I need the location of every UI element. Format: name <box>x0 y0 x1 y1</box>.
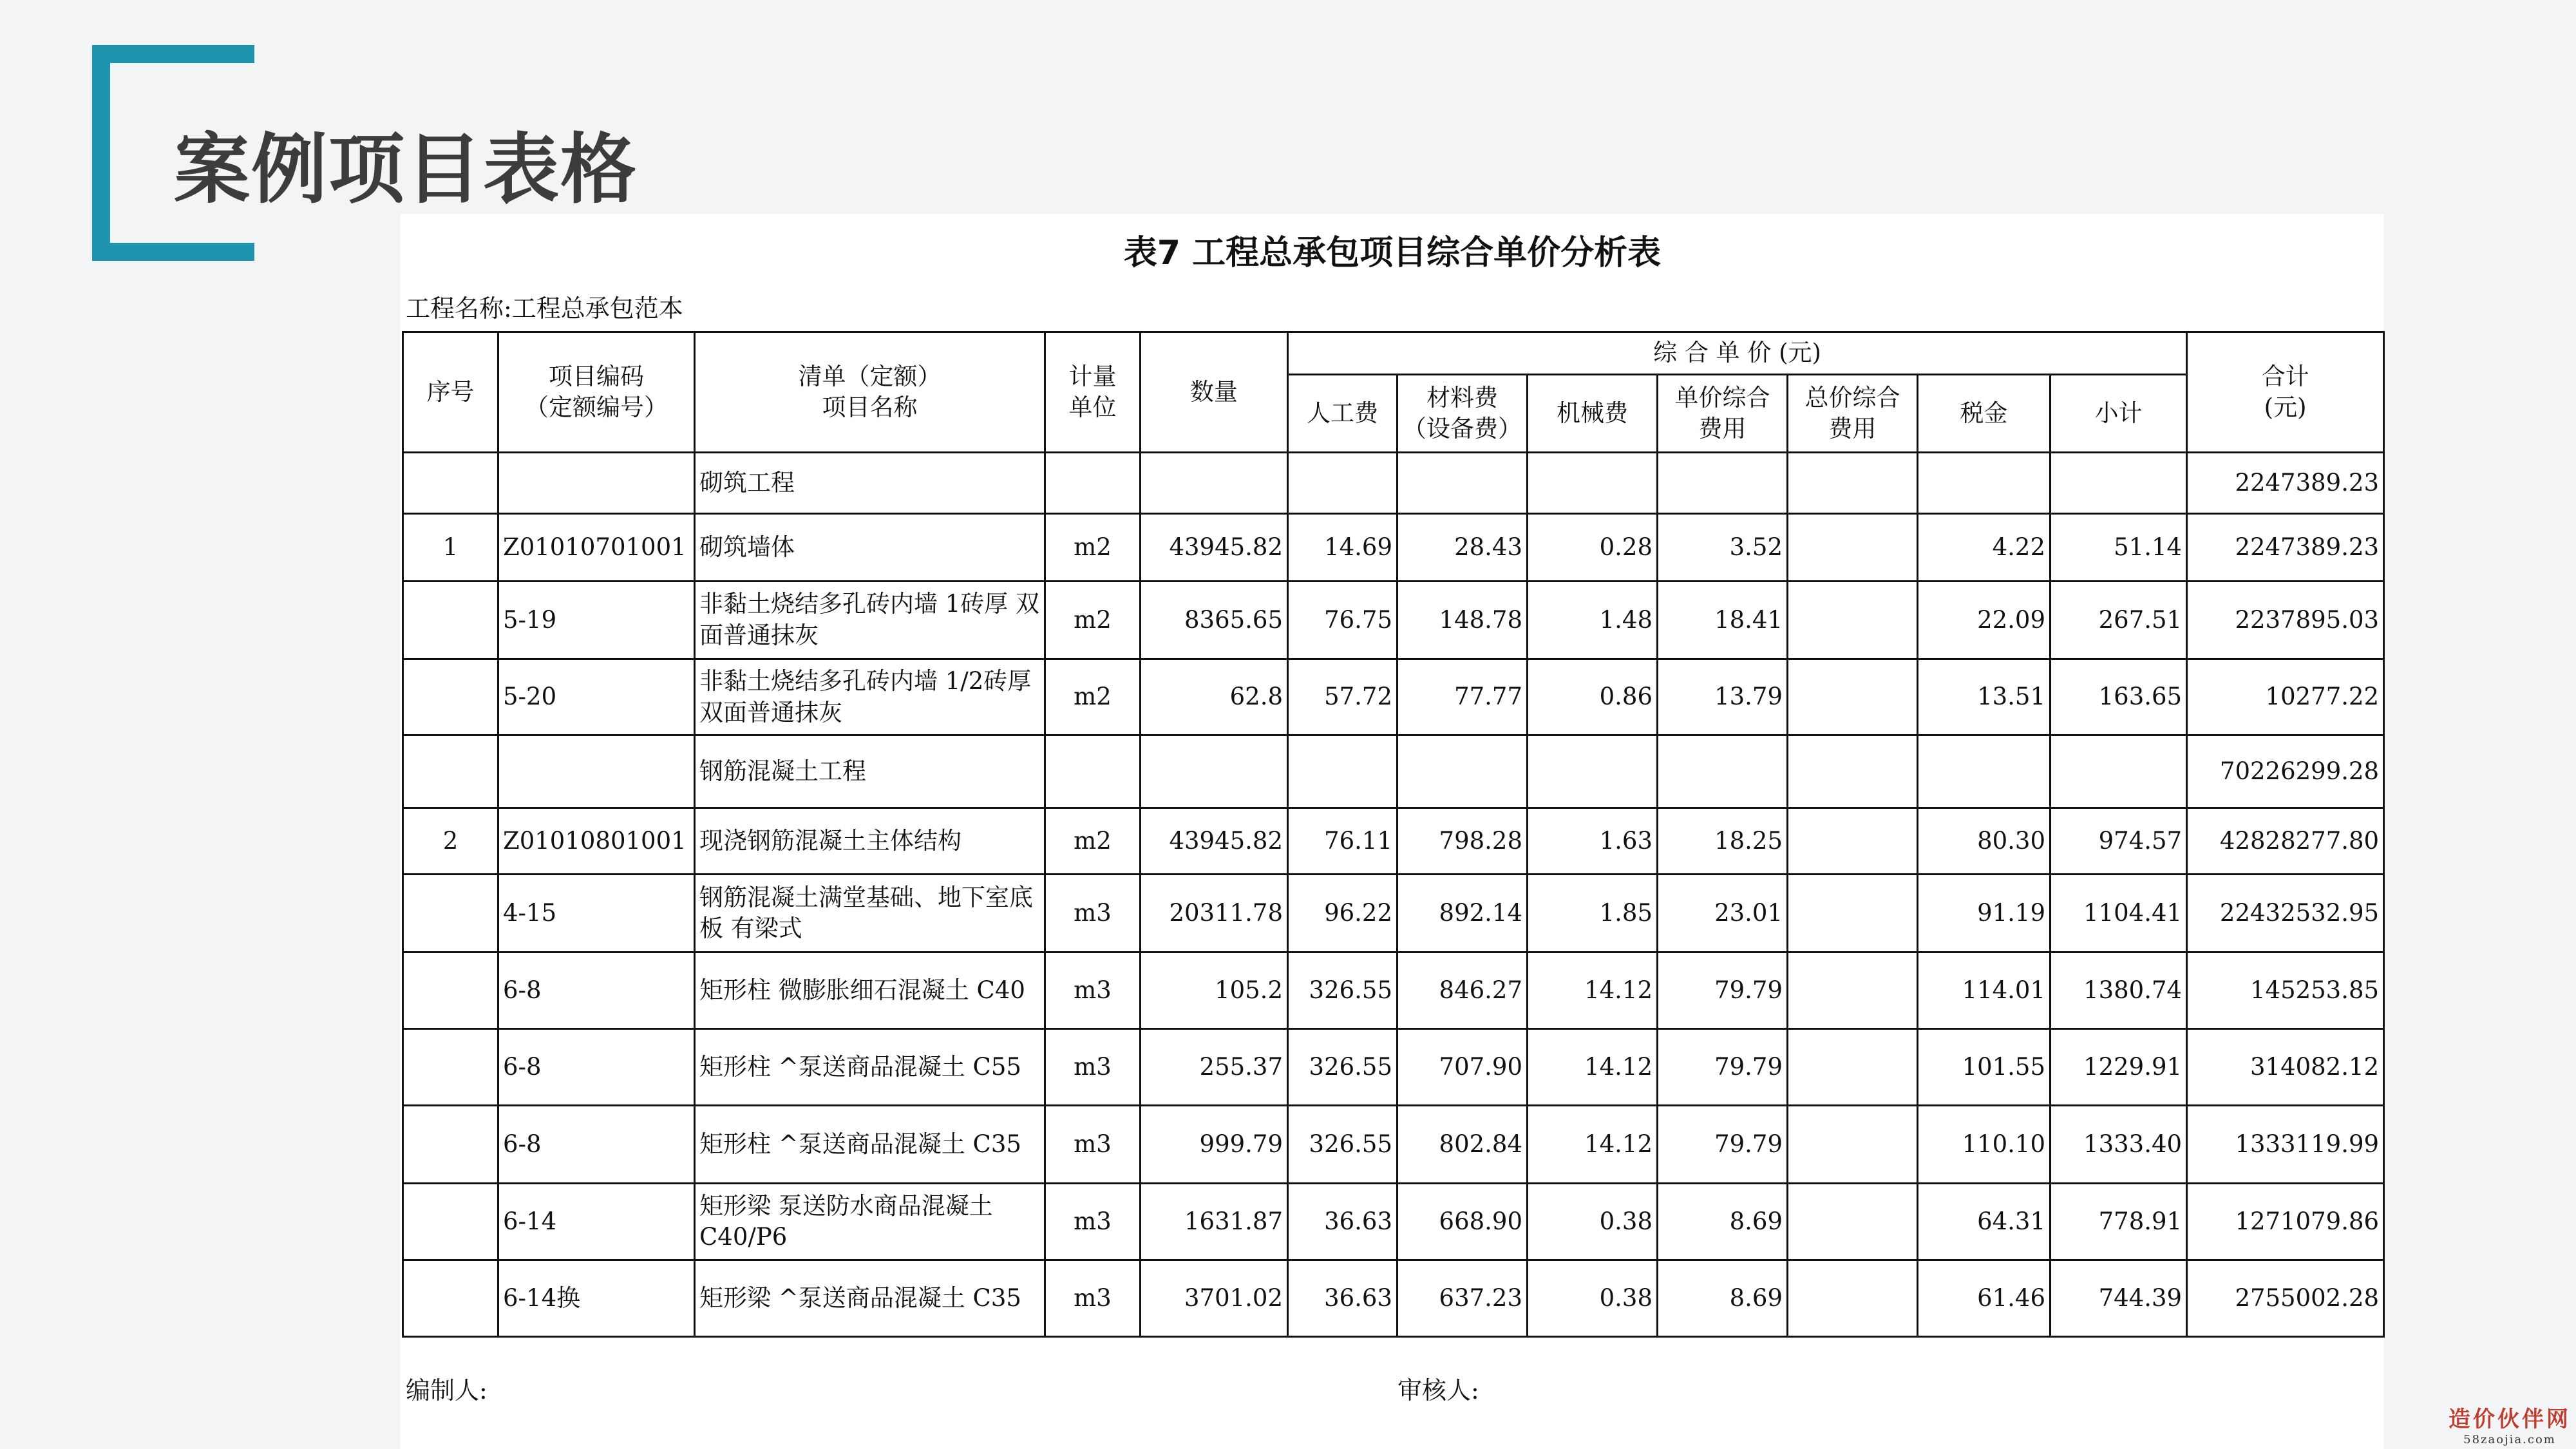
cell-qty: 62.8 <box>1141 659 1288 735</box>
cell-labor <box>1288 453 1397 514</box>
cell-qty: 105.2 <box>1141 952 1288 1029</box>
cell-total: 1333119.99 <box>2187 1106 2384 1184</box>
header-name: 清单（定额） 项目名称 <box>695 332 1045 453</box>
cell-machine: 14.12 <box>1528 952 1658 1029</box>
cell-name: 钢筋混凝土工程 <box>695 735 1045 808</box>
cell-code <box>498 735 695 808</box>
watermark-main: 造价伙伴网 <box>2448 1406 2571 1432</box>
cell-material: 798.28 <box>1397 808 1528 875</box>
cell-subtotal: 51.14 <box>2050 513 2187 581</box>
cell-seq <box>403 581 498 659</box>
cell-machine: 0.28 <box>1528 513 1658 581</box>
cell-total: 1271079.86 <box>2187 1184 2384 1260</box>
table-row <box>403 1184 2384 1260</box>
cell-code <box>498 453 695 514</box>
cell-code: Z01010701001 <box>498 513 695 581</box>
cell-qty: 43945.82 <box>1141 808 1288 875</box>
header-machine: 机械费 <box>1528 375 1658 453</box>
cell-name: 砌筑工程 <box>695 453 1045 514</box>
cell-tax: 101.55 <box>1918 1029 2050 1106</box>
cell-unit-comp: 79.79 <box>1658 952 1788 1029</box>
cell-unit-comp: 8.69 <box>1658 1184 1788 1260</box>
cell-total-comp <box>1788 735 1918 808</box>
cell-unit-comp <box>1658 453 1788 514</box>
cell-labor: 76.11 <box>1288 808 1397 875</box>
cell-machine: 0.38 <box>1528 1260 1658 1336</box>
cell-tax: 91.19 <box>1918 875 2050 952</box>
cell-unit: m2 <box>1045 513 1141 581</box>
slide-heading: 案例项目表格 <box>174 125 638 214</box>
cell-material: 707.90 <box>1397 1029 1528 1106</box>
table-row <box>403 952 2384 1029</box>
cell-seq <box>403 875 498 952</box>
cell-name: 现浇钢筋混凝土主体结构 <box>695 808 1045 875</box>
table-row <box>403 808 2384 875</box>
cell-tax: 110.10 <box>1918 1106 2050 1184</box>
cell-unit-comp <box>1658 735 1788 808</box>
cell-code: 6-14换 <box>498 1260 695 1336</box>
cell-seq <box>403 1106 498 1184</box>
cell-subtotal: 974.57 <box>2050 808 2187 875</box>
cell-labor: 36.63 <box>1288 1184 1397 1260</box>
cell-labor <box>1288 735 1397 808</box>
cell-tax: 114.01 <box>1918 952 2050 1029</box>
cell-name: 矩形梁 ^泵送商品混凝土 C35 <box>695 1260 1045 1336</box>
cell-name: 砌筑墙体 <box>695 513 1045 581</box>
cell-unit-comp: 79.79 <box>1658 1106 1788 1184</box>
header-unit: 计量 单位 <box>1045 332 1141 453</box>
cell-labor: 14.69 <box>1288 513 1397 581</box>
cell-unit <box>1045 735 1141 808</box>
cell-material: 846.27 <box>1397 952 1528 1029</box>
cell-unit: m2 <box>1045 581 1141 659</box>
cell-total: 22432532.95 <box>2187 875 2384 952</box>
cell-subtotal: 267.51 <box>2050 581 2187 659</box>
cell-name: 非黏土烧结多孔砖内墙 1砖厚 双面普通抹灰 <box>695 581 1045 659</box>
cell-material: 148.78 <box>1397 581 1528 659</box>
header-tax: 税金 <box>1918 375 2050 453</box>
header-unit-price-group: 综 合 单 价 (元) <box>1288 332 2187 375</box>
cell-tax: 4.22 <box>1918 513 2050 581</box>
cell-total-comp <box>1788 659 1918 735</box>
cell-total: 2247389.23 <box>2187 453 2384 514</box>
cell-subtotal: 744.39 <box>2050 1260 2187 1336</box>
cell-seq <box>403 735 498 808</box>
cell-total-comp <box>1788 1260 1918 1336</box>
cell-total: 10277.22 <box>2187 659 2384 735</box>
cell-machine: 0.86 <box>1528 659 1658 735</box>
cell-subtotal <box>2050 735 2187 808</box>
cell-unit: m2 <box>1045 659 1141 735</box>
site-watermark <box>2448 1401 2571 1446</box>
cell-unit-comp: 8.69 <box>1658 1260 1788 1336</box>
cell-name: 矩形柱 微膨胀细石混凝土 C40 <box>695 952 1045 1029</box>
cell-name: 非黏土烧结多孔砖内墙 1/2砖厚 双面普通抹灰 <box>695 659 1045 735</box>
cell-qty: 43945.82 <box>1141 513 1288 581</box>
header-total: 合计 (元) <box>2187 332 2384 453</box>
cell-subtotal: 778.91 <box>2050 1184 2187 1260</box>
cell-labor: 76.75 <box>1288 581 1397 659</box>
cell-labor: 96.22 <box>1288 875 1397 952</box>
cell-seq <box>403 1260 498 1336</box>
cell-total: 2755002.28 <box>2187 1260 2384 1336</box>
header-labor: 人工费 <box>1288 375 1397 453</box>
cell-unit-comp: 18.25 <box>1658 808 1788 875</box>
reviewer-label: 审核人: <box>1397 1376 1479 1405</box>
watermark-url: 58zaojia.com <box>2463 1433 2556 1446</box>
cell-total-comp <box>1788 875 1918 952</box>
cell-tax: 80.30 <box>1918 808 2050 875</box>
cell-seq <box>403 952 498 1029</box>
cell-qty: 999.79 <box>1141 1106 1288 1184</box>
cell-total: 70226299.28 <box>2187 735 2384 808</box>
table-row <box>403 513 2384 581</box>
cell-seq: 2 <box>403 808 498 875</box>
table-row <box>403 581 2384 659</box>
cell-qty: 3701.02 <box>1141 1260 1288 1336</box>
project-name: 工程名称:工程总承包范本 <box>406 294 683 323</box>
cell-code: 6-8 <box>498 1029 695 1106</box>
table-row <box>403 875 2384 952</box>
cell-material: 892.14 <box>1397 875 1528 952</box>
table-row <box>403 1106 2384 1184</box>
cell-seq <box>403 1029 498 1106</box>
cell-material: 668.90 <box>1397 1184 1528 1260</box>
header-qty: 数量 <box>1141 332 1288 453</box>
cell-qty <box>1141 735 1288 808</box>
cell-qty: 1631.87 <box>1141 1184 1288 1260</box>
cell-name: 矩形柱 ^泵送商品混凝土 C55 <box>695 1029 1045 1106</box>
cell-total-comp <box>1788 581 1918 659</box>
cell-total-comp <box>1788 1184 1918 1260</box>
bracket-bottom-tick <box>232 243 254 261</box>
table-row <box>403 735 2384 808</box>
cell-code: 5-19 <box>498 581 695 659</box>
cell-tax: 13.51 <box>1918 659 2050 735</box>
cell-unit-comp: 79.79 <box>1658 1029 1788 1106</box>
cell-subtotal: 1104.41 <box>2050 875 2187 952</box>
cell-name: 矩形梁 泵送防水商品混凝土 C40/P6 <box>695 1184 1045 1260</box>
cell-qty: 8365.65 <box>1141 581 1288 659</box>
cell-total: 314082.12 <box>2187 1029 2384 1106</box>
header-subtotal: 小计 <box>2050 375 2187 453</box>
cell-unit-comp: 23.01 <box>1658 875 1788 952</box>
cell-machine: 14.12 <box>1528 1029 1658 1106</box>
cell-seq <box>403 1184 498 1260</box>
cell-unit: m3 <box>1045 1260 1141 1336</box>
cell-name: 钢筋混凝土满堂基础、地下室底板 有梁式 <box>695 875 1045 952</box>
cell-code: 5-20 <box>498 659 695 735</box>
cell-qty: 255.37 <box>1141 1029 1288 1106</box>
cell-unit-comp: 3.52 <box>1658 513 1788 581</box>
cell-unit: m3 <box>1045 1029 1141 1106</box>
cell-unit: m3 <box>1045 1106 1141 1184</box>
cell-machine: 14.12 <box>1528 1106 1658 1184</box>
cell-tax <box>1918 735 2050 808</box>
compiler-label: 编制人: <box>406 1376 488 1405</box>
cell-seq: 1 <box>403 513 498 581</box>
cell-labor: 36.63 <box>1288 1260 1397 1336</box>
cell-total-comp <box>1788 952 1918 1029</box>
cell-machine: 1.63 <box>1528 808 1658 875</box>
table-title: 表7 工程总承包项目综合单价分析表 <box>1123 234 1662 272</box>
cell-unit <box>1045 453 1141 514</box>
cell-seq <box>403 453 498 514</box>
bracket-top-tick <box>232 45 254 63</box>
unit-price-analysis-table <box>402 331 2385 1338</box>
cell-unit: m3 <box>1045 952 1141 1029</box>
cell-material: 28.43 <box>1397 513 1528 581</box>
cell-total-comp <box>1788 1029 1918 1106</box>
cell-code: Z01010801001 <box>498 808 695 875</box>
table-row <box>403 1260 2384 1336</box>
header-total-comp: 总价综合 费用 <box>1788 375 1918 453</box>
table-row <box>403 453 2384 514</box>
cell-unit: m2 <box>1045 808 1141 875</box>
cell-subtotal: 1333.40 <box>2050 1106 2187 1184</box>
cell-machine <box>1528 453 1658 514</box>
cell-labor: 57.72 <box>1288 659 1397 735</box>
cell-unit-comp: 13.79 <box>1658 659 1788 735</box>
cell-subtotal <box>2050 453 2187 514</box>
cell-total-comp <box>1788 808 1918 875</box>
header-code: 项目编码 （定额编号） <box>498 332 695 453</box>
cell-unit: m3 <box>1045 1184 1141 1260</box>
cell-total: 42828277.80 <box>2187 808 2384 875</box>
cell-total-comp <box>1788 453 1918 514</box>
cell-material <box>1397 453 1528 514</box>
cell-total: 2237895.03 <box>2187 581 2384 659</box>
cell-tax: 61.46 <box>1918 1260 2050 1336</box>
cell-material: 637.23 <box>1397 1260 1528 1336</box>
cell-total: 2247389.23 <box>2187 513 2384 581</box>
cell-tax: 64.31 <box>1918 1184 2050 1260</box>
cell-total-comp <box>1788 513 1918 581</box>
cell-material: 802.84 <box>1397 1106 1528 1184</box>
cell-machine: 1.48 <box>1528 581 1658 659</box>
cell-unit-comp: 18.41 <box>1658 581 1788 659</box>
cell-tax: 22.09 <box>1918 581 2050 659</box>
cell-labor: 326.55 <box>1288 1106 1397 1184</box>
header-material: 材料费 （设备费） <box>1397 375 1528 453</box>
cell-code: 4-15 <box>498 875 695 952</box>
cell-code: 6-14 <box>498 1184 695 1260</box>
cell-seq <box>403 659 498 735</box>
cell-material <box>1397 735 1528 808</box>
header-seq: 序号 <box>403 332 498 453</box>
cell-labor: 326.55 <box>1288 952 1397 1029</box>
cell-tax <box>1918 453 2050 514</box>
table-row <box>403 659 2384 735</box>
cell-code: 6-8 <box>498 1106 695 1184</box>
cell-material: 77.77 <box>1397 659 1528 735</box>
cell-code: 6-8 <box>498 952 695 1029</box>
cell-total-comp <box>1788 1106 1918 1184</box>
cell-labor: 326.55 <box>1288 1029 1397 1106</box>
cell-qty: 20311.78 <box>1141 875 1288 952</box>
cell-name: 矩形柱 ^泵送商品混凝土 C35 <box>695 1106 1045 1184</box>
cell-unit: m3 <box>1045 875 1141 952</box>
cell-machine: 1.85 <box>1528 875 1658 952</box>
cell-subtotal: 1380.74 <box>2050 952 2187 1029</box>
cell-machine <box>1528 735 1658 808</box>
cell-machine: 0.38 <box>1528 1184 1658 1260</box>
table-row <box>403 1029 2384 1106</box>
cell-qty <box>1141 453 1288 514</box>
cell-total: 145253.85 <box>2187 952 2384 1029</box>
cell-subtotal: 1229.91 <box>2050 1029 2187 1106</box>
cell-subtotal: 163.65 <box>2050 659 2187 735</box>
header-unit-comp: 单价综合 费用 <box>1658 375 1788 453</box>
